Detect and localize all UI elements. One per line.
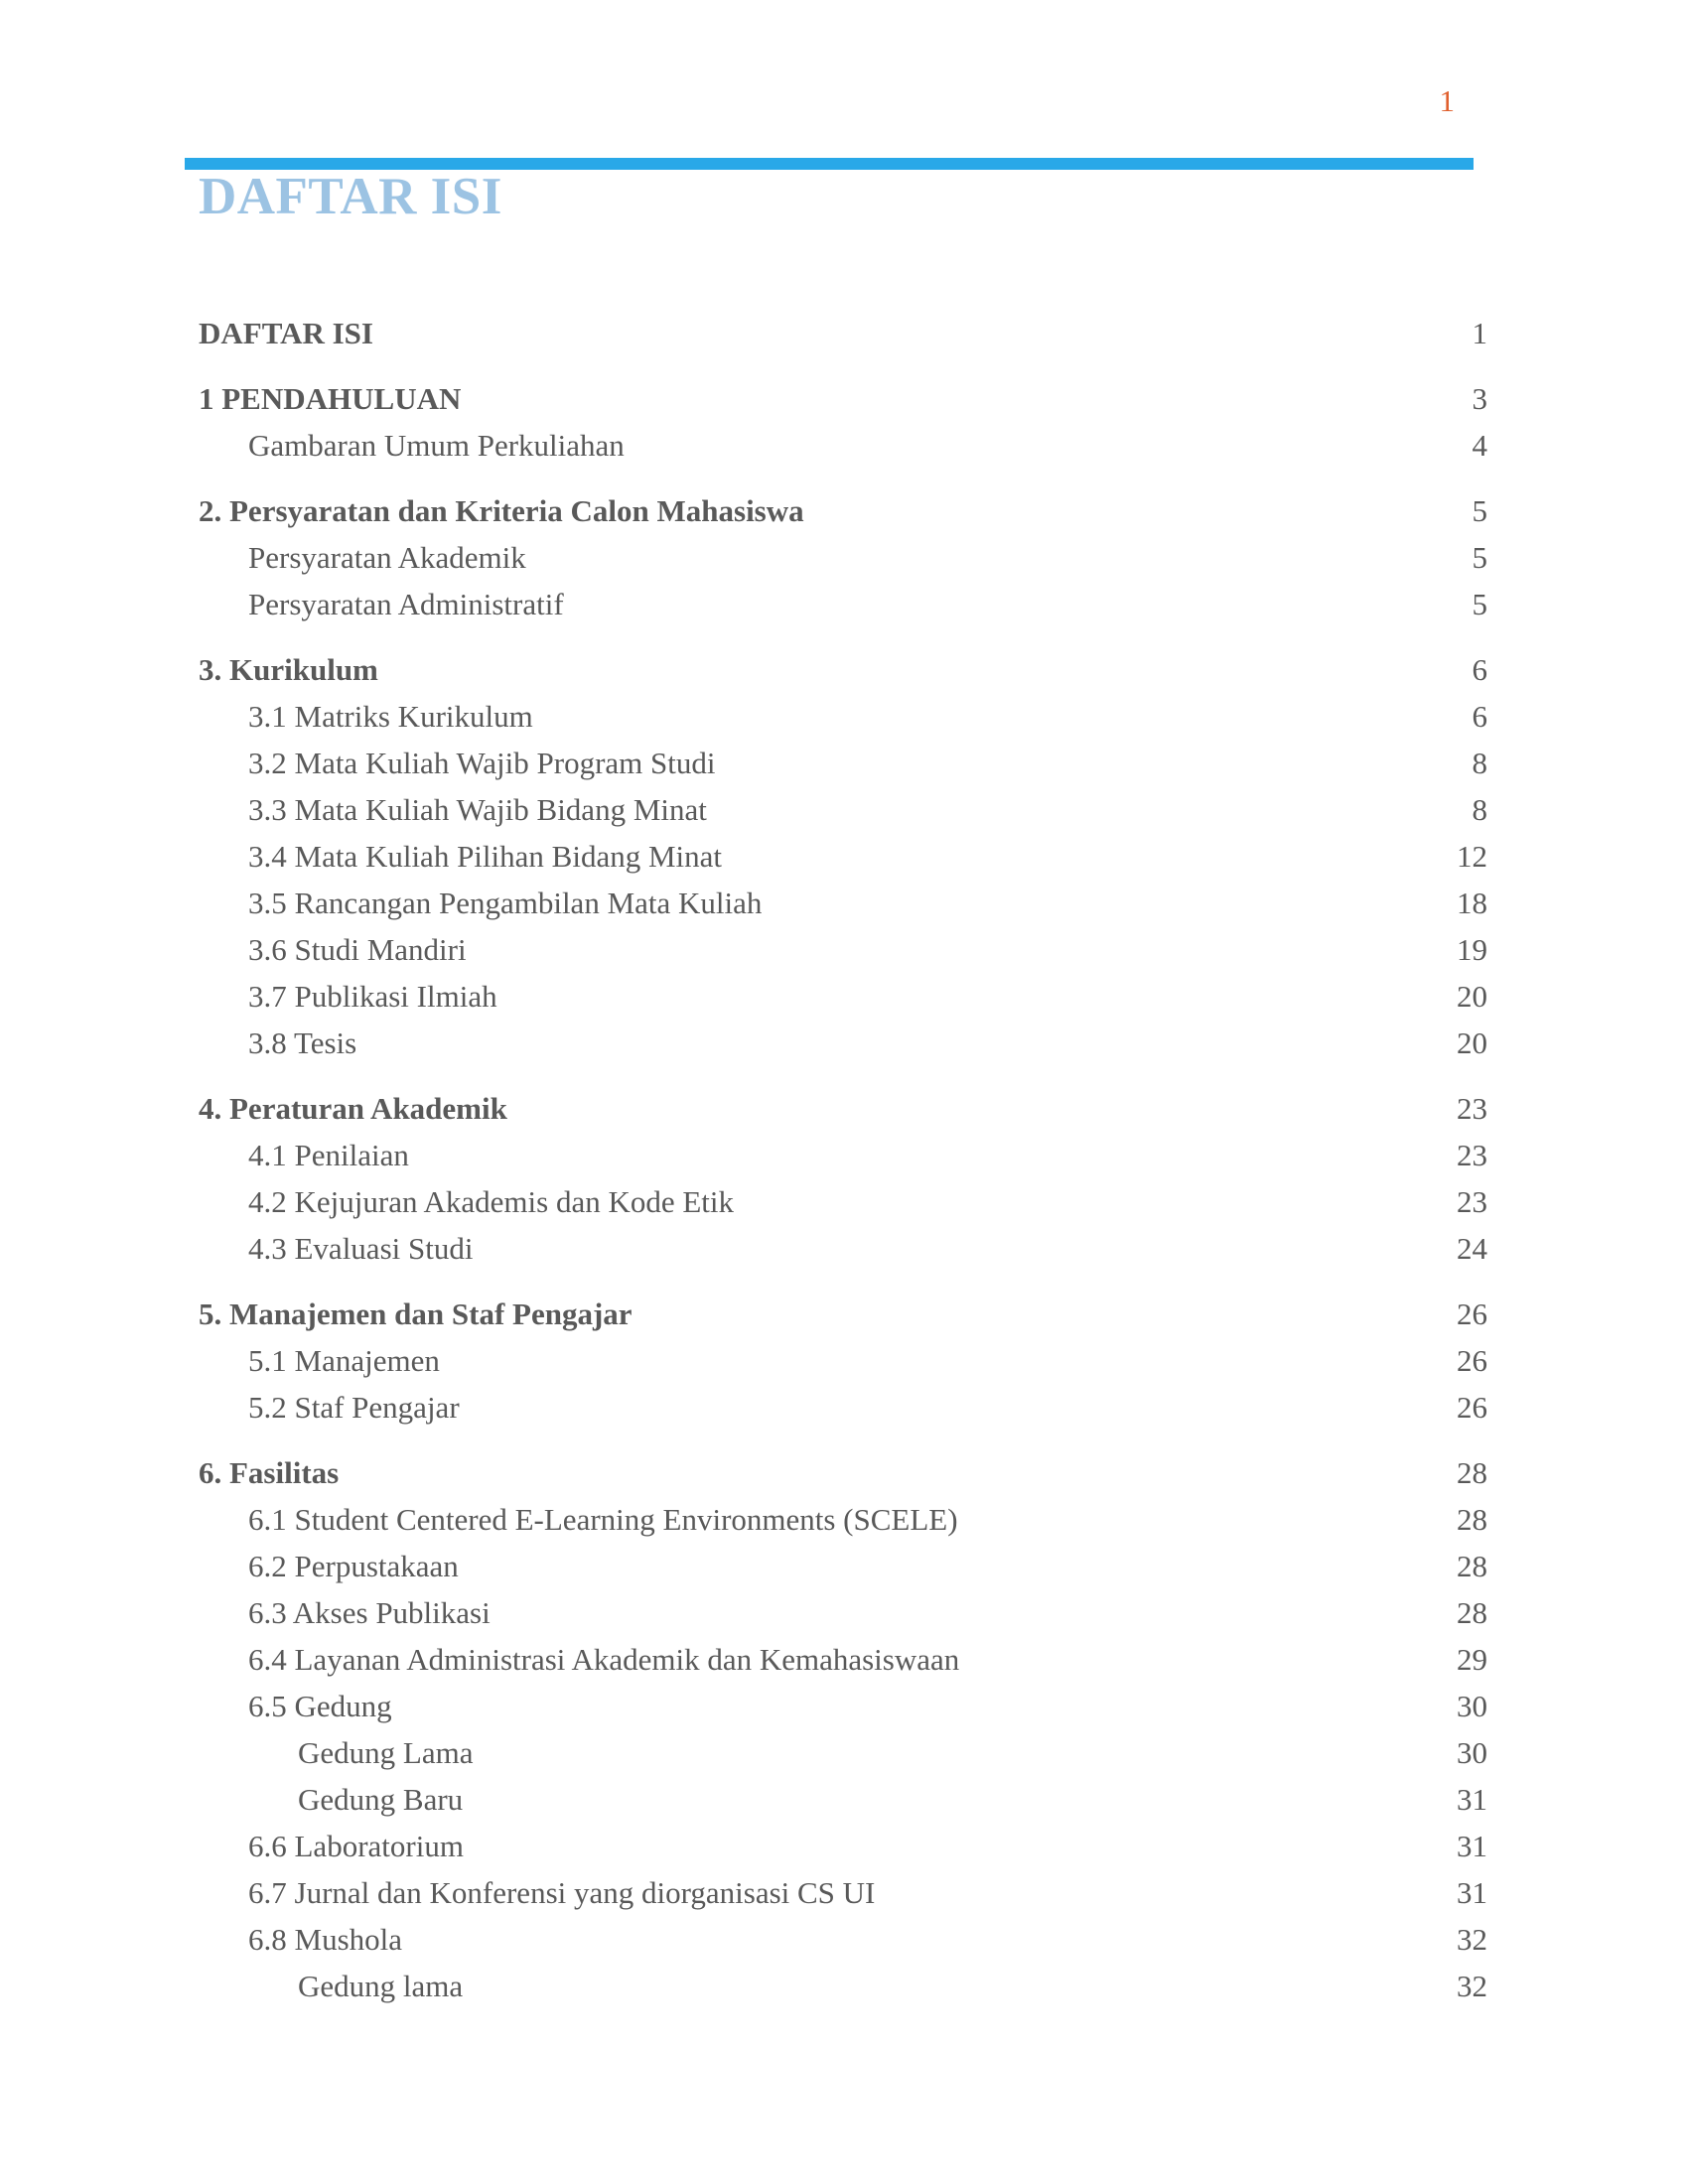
toc-entry[interactable] [199, 1823, 1487, 1869]
toc-entry[interactable] [199, 1225, 1487, 1272]
toc-entry[interactable] [199, 581, 1487, 627]
toc-entry-label: 6.4 Layanan Administrasi Akademik dan Kemahasiswaan [248, 1642, 960, 1677]
toc-entry[interactable] [199, 1384, 1487, 1431]
toc-entry[interactable] [199, 1776, 1487, 1823]
toc-entry[interactable] [199, 880, 1487, 926]
table-of-contents [199, 310, 1487, 2009]
toc-entry[interactable] [199, 833, 1487, 880]
page-number: 1 [1439, 83, 1455, 118]
toc-entry-page: 32 [1457, 1922, 1487, 1957]
toc-entry[interactable] [199, 375, 1487, 422]
toc-entry-label: 5.2 Staf Pengajar [248, 1390, 460, 1425]
toc-entry-page: 5 [1472, 587, 1487, 621]
toc-entry-label: 3. Kurikulum [199, 652, 378, 687]
toc-entry-label: 3.5 Rancangan Pengambilan Mata Kuliah [248, 886, 763, 920]
toc-entry-page: 8 [1472, 746, 1487, 780]
toc-entry-page: 31 [1457, 1782, 1487, 1817]
toc-entry[interactable] [199, 786, 1487, 833]
toc-entry[interactable] [199, 1085, 1487, 1132]
toc-entry-page: 12 [1457, 839, 1487, 874]
toc-entry-page: 26 [1457, 1297, 1487, 1331]
toc-entry-page: 5 [1472, 540, 1487, 575]
toc-entry-page: 5 [1472, 493, 1487, 528]
toc-entry-page: 26 [1457, 1390, 1487, 1425]
toc-entry-page: 28 [1457, 1502, 1487, 1537]
toc-entry[interactable] [199, 422, 1487, 469]
toc-entry-page: 30 [1457, 1735, 1487, 1770]
toc-entry-label: 3.4 Mata Kuliah Pilihan Bidang Minat [248, 839, 723, 874]
toc-entry-page: 24 [1457, 1231, 1487, 1266]
toc-entry[interactable] [199, 1589, 1487, 1636]
toc-entry-page: 18 [1457, 886, 1487, 920]
toc-entry[interactable] [199, 1543, 1487, 1589]
toc-entry[interactable] [199, 1496, 1487, 1543]
toc-entry[interactable] [199, 926, 1487, 973]
toc-entry-page: 30 [1457, 1689, 1487, 1723]
toc-entry-page: 23 [1457, 1091, 1487, 1126]
toc-entry-page: 28 [1457, 1549, 1487, 1583]
toc-entry-page: 23 [1457, 1138, 1487, 1172]
toc-entry[interactable] [199, 1636, 1487, 1683]
toc-entry-label: 3.1 Matriks Kurikulum [248, 699, 533, 734]
toc-entry-label: 1 PENDAHULUAN [199, 381, 462, 416]
document-title: DAFTAR ISI [199, 168, 502, 225]
toc-entry-page: 6 [1472, 652, 1487, 687]
toc-entry[interactable] [199, 1020, 1487, 1066]
toc-entry-label: 4. Peraturan Akademik [199, 1091, 507, 1126]
toc-entry[interactable] [199, 1729, 1487, 1776]
toc-entry-page: 8 [1472, 792, 1487, 827]
toc-entry[interactable] [199, 1683, 1487, 1729]
toc-entry-label: 6.5 Gedung [248, 1689, 392, 1723]
toc-entry-label: 3.6 Studi Mandiri [248, 932, 467, 967]
toc-entry-label: Gedung Baru [298, 1782, 464, 1817]
toc-entry-label: 4.1 Penilaian [248, 1138, 409, 1172]
toc-entry[interactable] [199, 1869, 1487, 1916]
toc-entry-label: Persyaratan Administratif [248, 587, 564, 621]
toc-entry[interactable] [199, 1916, 1487, 1963]
toc-entry-label: 4.3 Evaluasi Studi [248, 1231, 474, 1266]
toc-entry-page: 29 [1457, 1642, 1487, 1677]
toc-entry-label: 2. Persyaratan dan Kriteria Calon Mahasiswa [199, 493, 804, 528]
toc-entry[interactable] [199, 1178, 1487, 1225]
toc-entry-page: 20 [1457, 979, 1487, 1014]
toc-entry-label: Persyaratan Akademik [248, 540, 526, 575]
toc-entry-page: 4 [1472, 428, 1487, 463]
toc-entry[interactable] [199, 740, 1487, 786]
toc-entry[interactable] [199, 1337, 1487, 1384]
toc-entry-label: 6.1 Student Centered E-Learning Environments (SCELE) [248, 1502, 958, 1537]
toc-entry-label: Gambaran Umum Perkuliahan [248, 428, 625, 463]
toc-entry[interactable] [199, 973, 1487, 1020]
toc-entry-page: 31 [1457, 1829, 1487, 1863]
toc-entry-page: 28 [1457, 1595, 1487, 1630]
toc-entry-page: 28 [1457, 1455, 1487, 1490]
toc-entry-label: 3.2 Mata Kuliah Wajib Program Studi [248, 746, 716, 780]
toc-entry-label: 3.8 Tesis [248, 1025, 357, 1060]
toc-entry-label: Gedung lama [298, 1969, 464, 2003]
toc-entry[interactable] [199, 1449, 1487, 1496]
toc-entry[interactable] [199, 1132, 1487, 1178]
toc-entry[interactable] [199, 310, 1487, 356]
toc-entry-label: 5. Manajemen dan Staf Pengajar [199, 1297, 633, 1331]
toc-entry-label: 6.3 Akses Publikasi [248, 1595, 491, 1630]
toc-entry-label: 6.6 Laboratorium [248, 1829, 464, 1863]
toc-entry[interactable] [199, 646, 1487, 693]
toc-entry-label: 4.2 Kejujuran Akademis dan Kode Etik [248, 1184, 735, 1219]
toc-entry-page: 23 [1457, 1184, 1487, 1219]
toc-entry-page: 3 [1472, 381, 1487, 416]
toc-entry-page: 20 [1457, 1025, 1487, 1060]
toc-entry[interactable] [199, 1291, 1487, 1337]
toc-entry-page: 1 [1472, 316, 1487, 350]
toc-entry-label: DAFTAR ISI [199, 316, 373, 350]
toc-entry-label: 5.1 Manajemen [248, 1343, 440, 1378]
toc-entry-page: 6 [1472, 699, 1487, 734]
toc-entry-label: 6.2 Perpustakaan [248, 1549, 459, 1583]
toc-entry-label: 6.7 Jurnal dan Konferensi yang diorganisasi CS UI [248, 1875, 876, 1910]
toc-entry-label: 3.3 Mata Kuliah Wajib Bidang Minat [248, 792, 707, 827]
toc-entry[interactable] [199, 487, 1487, 534]
toc-entry-page: 32 [1457, 1969, 1487, 2003]
toc-entry[interactable] [199, 693, 1487, 740]
toc-entry-label: 3.7 Publikasi Ilmiah [248, 979, 497, 1014]
toc-entry-label: Gedung Lama [298, 1735, 474, 1770]
toc-entry-page: 19 [1457, 932, 1487, 967]
toc-entry[interactable] [199, 1963, 1487, 2009]
toc-entry-label: 6. Fasilitas [199, 1455, 340, 1490]
toc-entry-label: 6.8 Mushola [248, 1922, 402, 1957]
toc-entry-page: 26 [1457, 1343, 1487, 1378]
toc-entry[interactable] [199, 534, 1487, 581]
toc-entry-page: 31 [1457, 1875, 1487, 1910]
